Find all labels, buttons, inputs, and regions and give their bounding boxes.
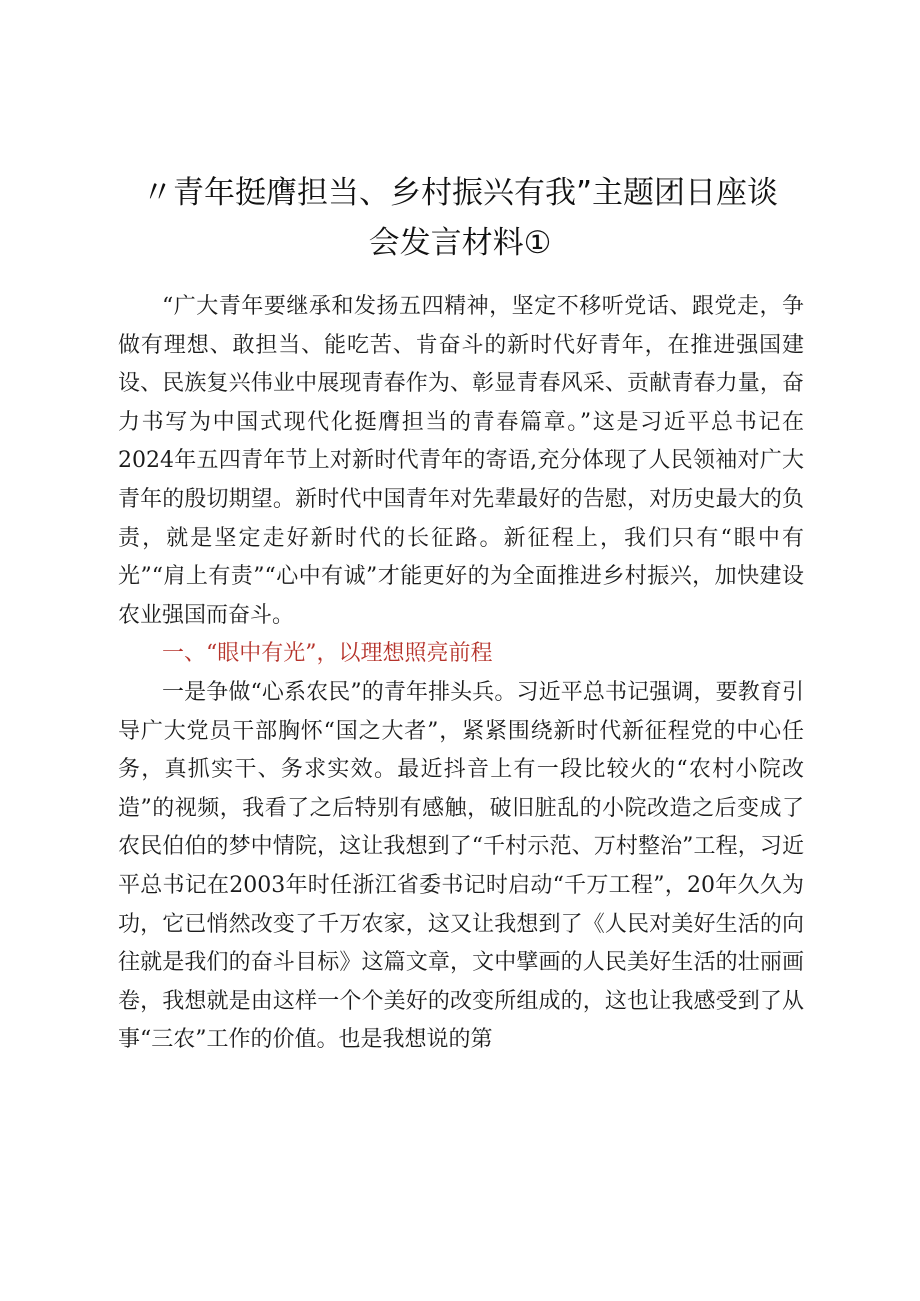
section-1-paragraph: 一是争做“心系农民”的青年排头兵。习近平总书记强调，要教育引导广大党员干部胸怀“国之大者”，紧紧围绕新时代新征程党的中心任务，真抓实干、务求实效。最近抖音上有一段比较火的“农村小院改造”的视频，我看了之后特别有感触，破旧脏乱的小院改造之后变成了农民伯伯的梦中情院，这让我想到了“千村示范、万村整治”工程，习近平总书记在2003年时任浙江省委书记时启动“千万工程”，20年久久为功，它已悄然改变了千万农家，这又让我想到了《人民对美好生活的向往就是我们的奋斗目标》这篇文章，文中擘画的人民美好生活的壮丽画卷，我想就是由这样一个个美好的改变所组成的，这也让我感受到了从事“三农”工作的价值。也是我想说的第 [118,679,804,1053]
document-title [118,168,802,268]
intro-paragraph: “广大青年要继承和发扬五四精神，坚定不移听党话、跟党走，争做有理想、敢担当、能吃苦、肯奋斗的新时代好青年，在推进强国建设、民族复兴伟业中展现青春作为、彰显青春风采、贡献青春力量，奋力书写为中国式现代化挺膺担当的青春篇章。”这是习近平总书记在2024年五四青年节上对新时代青年的寄语,充分体现了人民领袖对广大青年的殷切期望。新时代中国青年对先辈最好的告慰，对历史最大的负责，就是坚定走好新时代的长征路。新征程上，我们只有“眼中有光”“肩上有责”“心中有诚”才能更好的为全面推进乡村振兴，加快建设农业强国而奋斗。 [118,294,804,628]
section-heading-1: 一、“眼中有光”，以理想照亮前程 [162,641,493,667]
document-title-line-1: 〃青年挺膺担当、乡村振兴有我”主题团日座谈 [141,175,779,211]
document-title-line-2: 会发言材料① [368,225,552,261]
document-body [118,288,804,1060]
